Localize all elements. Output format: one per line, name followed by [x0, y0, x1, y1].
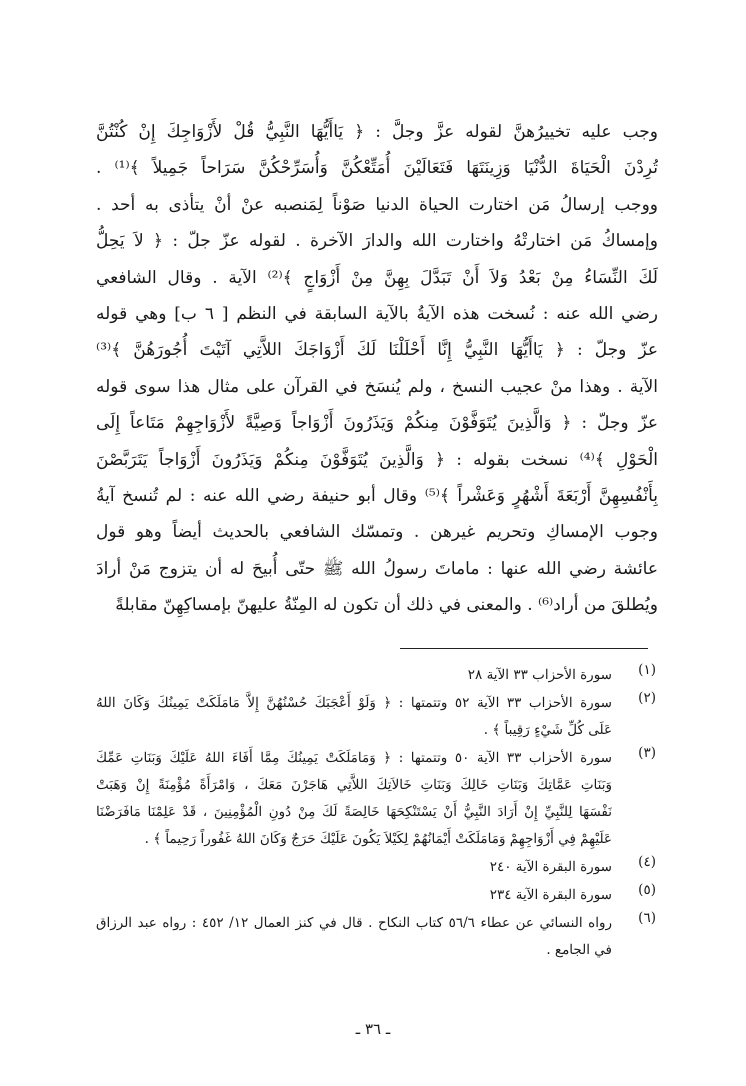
footnote-line: سورة البقرة الآية ٢٣٤ [489, 887, 612, 903]
footnote-number: (٢) [638, 690, 656, 706]
body-line: عائشة رضي الله عنها : ماماتَ رسولُ الله ﷺ حتّى أُبيحَ له أن يتزوج مَنْ أرادَ [96, 558, 658, 579]
body-line: عزّ وجلّ : ﴿ وَالَّذِينَ يُتَوَفَّوْنَ مِنكُمْ وَيَذَرُونَ أَزْوَاجاً وَصِيَّةً لأَزْوَاجِهِمْ مَتَاعاً إِلَى [96, 413, 658, 434]
body-line: وإمساكُ مَن اختارتْهُ واختارت الله والدارَ الآخرة . لقوله عزّ جلّ : ﴿ لاَ يَحِلُّ [96, 231, 658, 252]
body-line: لَكَ النِّسَاءُ مِنْ بَعْدُ وَلاَ أَنْ تَبَدَّلَ بِهِنَّ مِنْ أَزْوَاجٍ ﴾⁽²⁾ الآية . وقال الشافعي [96, 267, 658, 288]
footnote-line: رواه النسائي عن عطاء ٥٦/٦ كتاب النكاح . قال في كنز العمال ١٢/ ٤٥٢ : رواه عبد الرزاق [96, 915, 612, 931]
footnote-number: (٤) [638, 854, 656, 870]
footnotes-list [96, 662, 656, 965]
body-line: تُرِدْنَ الْحَيَاةَ الدُّنْيَا وَزِينَتَهَا فَتَعَالَيْنَ أُمَتِّعْكُنَّ وَأُسَرِّحْكُنَّ سَرَاحاً جَمِيلاً ﴾⁽¹⁾ . [96, 158, 658, 179]
body-line: ووجب إرسالُ مَن اختارت الحياة الدنيا صَوْناً لِمَنصبه عنْ أنْ يتأذى به أحد . [96, 194, 658, 215]
footnote-line: سورة الأحزاب ٣٣ الآية ٥٢ وتتمتها : ﴿ وَلَوْ أَعْجَبَكَ حُسْنُهُنَّ إِلاَّ مَامَلَكَتْ يَمِينُكَ وَكَانَ اللهُ [96, 695, 612, 711]
footnote-line: نَفْسَهَا لِلنَّبِيِّ إِنْ أَرَادَ النَّبِيُّ أَنْ يَسْتَنْكِحَهَا خَالِصَةً لَكَ مِنْ دُونِ الْمُؤْمِنِينَ ، قَدْ عَلِمْنَا مَافَرَضْنَا [96, 804, 612, 820]
footnote [96, 882, 656, 909]
page-number: ـ ٣٦ ـ [355, 1020, 391, 1038]
footnote [96, 662, 656, 689]
footnote-number: (٣) [638, 745, 656, 761]
footnote-number: (٦) [638, 910, 656, 926]
footnote-line: وَبَنَاتِ عَمَّاتِكَ وَبَنَاتِ خَالِكَ وَبَنَاتِ خَالاَتِكَ اللاَّتِي هَاجَرْنَ مَعَكَ ، وَامْرَأَةً مُؤْمِنَةً إِنْ وَهَبَتْ [96, 777, 612, 793]
footnote [96, 745, 656, 853]
body-line: رضي الله عنه : نُسخت هذه الآيةُ بالآية السابقة في النظم [ ٦ ب] وهي قوله [96, 303, 658, 324]
footnote-line: سورة الأحزاب ٣٣ الآية ٢٨ [467, 667, 612, 683]
body-line: بِأَنْفُسِهِنَّ أَرْبَعَةَ أَشْهُرٍ وَعَشْراً ﴾⁽⁵⁾ وقال أبو حنيفة رضي الله عنه : لم تُنسخ آيةُ [96, 485, 658, 506]
body-line: ويُطلقَ من أراد⁽⁶⁾ . والمعنى في ذلك أن تكون له المِنّةُ عليهنّ بإمساكِهِنّ مقابلةً [115, 595, 658, 616]
footnote-line: سورة البقرة الآية ٢٤٠ [489, 859, 612, 875]
body-line: الآية . وهذا منْ عجيب النسخ ، ولم يُنسَخ في القرآن على مثال هذا سوى قوله [96, 376, 658, 397]
main-body-text [96, 114, 658, 623]
footnote-separator [400, 648, 648, 649]
footnote-line: سورة الأحزاب ٣٣ الآية ٥٠ وتتمتها : ﴿ وَمَامَلَكَتْ يَمِينُكَ مِمَّا أَفَاءَ اللهُ عَلَيْكَ وَبَنَاتِ عَمِّكَ [96, 750, 612, 766]
footnote [96, 690, 656, 744]
body-line: وجب عليه تخييرُهنَّ لقوله عزَّ وجلَّ : ﴿ يَاأَيُّهَا النَّبِيُّ قُلْ لأَزْوَاجِكَ إِنْ كُنْتُنَّ [96, 122, 658, 142]
footnote-line: في الجامع . [546, 942, 612, 958]
footnote-line: عَلَى كُلِّ شَيْءٍ رَقِيباً ﴾ . [483, 722, 612, 738]
body-line: الْحَوْلِ ﴾⁽⁴⁾ نسخت بقوله : ﴿ وَالَّذِينَ يُتَوَفَّوْنَ مِنكُمْ وَيَذَرُونَ أَزْوَاجاً يَتَرَبَّصْنَ [96, 449, 658, 470]
footnote [96, 910, 656, 964]
footnote-number: (١) [638, 662, 656, 678]
body-line: عزّ وجلّ : ﴿ يَاأَيُّهَا النَّبِيُّ إِنَّا أَحْلَلْنَا لَكَ أَزْوَاجَكَ اللاَّتِي آتَيْتَ أُجُورَهُنَّ ﴾⁽³⁾ [96, 340, 658, 361]
footnote-number: (٥) [638, 882, 656, 898]
body-line: وجوب الإمساكِ وتحريم غيرهن . وتمسّك الشافعي بالحديث أيضاً وهو قول [96, 522, 658, 543]
footnote-line: عَلَيْهِمْ فِي أَزْوَاجِهِمْ وَمَامَلَكَتْ أَيْمَانُهُمْ لِكَيْلاَ يَكُونَ عَلَيْكَ حَرَجٌ وَكَانَ اللهُ غَفُوراً رَحِيماً ﴾ . [144, 831, 612, 847]
footnote [96, 854, 656, 881]
